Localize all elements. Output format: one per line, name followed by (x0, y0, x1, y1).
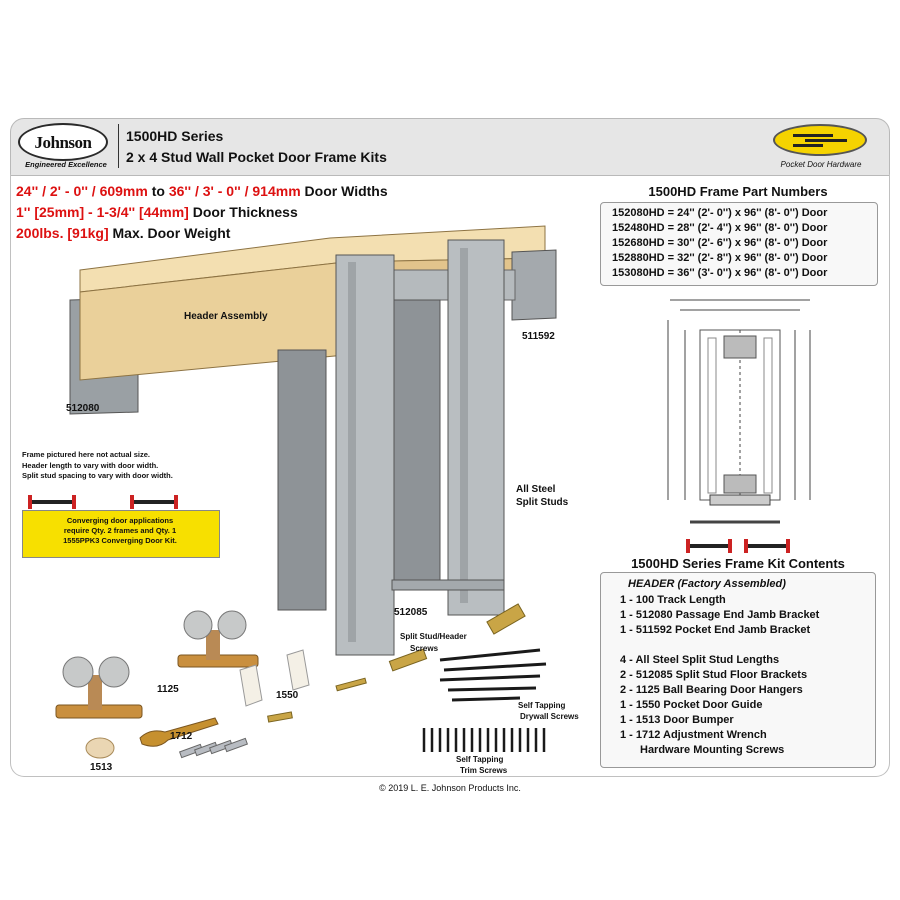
logo-tagline: Engineered Excellence (25, 160, 107, 169)
door-bumper (86, 738, 114, 758)
stud-channel (348, 262, 356, 642)
split-stud-back-left (278, 350, 326, 610)
split-stud-back-right (392, 300, 440, 585)
frame-notes (22, 450, 232, 482)
split-stud-front-right (448, 240, 504, 615)
label-1550: 1550 (276, 690, 299, 701)
label-header-assembly: Header Assembly (184, 311, 268, 322)
note-line: Split stud spacing to vary with door width. (22, 471, 173, 480)
kit-item: 2 - 1125 Ball Bearing Door Hangers (620, 684, 803, 696)
part-number-row: 152080HD = 24'' (2'- 0'') x 96'' (8'- 0'') Door (612, 207, 828, 219)
spec-widths-from: 24'' / 2' - 0'' / 609mm (16, 183, 148, 199)
door-hanger-1125-a (178, 611, 258, 667)
converging-door-icon (28, 495, 178, 509)
spec-widths-to: to (147, 183, 169, 199)
label-stud-screws-2: Screws (410, 644, 439, 653)
note-line: Frame pictured here not actual size. (22, 450, 150, 459)
split-stud-front-left (336, 255, 394, 655)
small-screws (268, 604, 525, 722)
logo-mark-icon (775, 126, 865, 154)
kit-item: 1 - 512080 Passage End Jamb Bracket (620, 609, 820, 621)
label-trim-1: Self Tapping (456, 755, 504, 764)
spec-widths-max: 36'' / 3' - 0'' / 914mm (168, 183, 301, 199)
converging-door-icon (684, 538, 794, 554)
label-1513: 1513 (90, 762, 113, 773)
label-split-studs-1: All Steel (516, 484, 556, 495)
spec-weight-value: 200lbs. [91kg] (16, 225, 109, 241)
converging-line: Converging door applications (66, 516, 174, 525)
door-hanger-1125-b (56, 657, 142, 718)
part-number-row: 153080HD = 36'' (3'- 0'') x 96'' (8'- 0'') Door (612, 267, 828, 279)
kit-item: 1 - 100 Track Length (620, 594, 726, 606)
label-512085: 512085 (394, 607, 428, 618)
logo-wordmark: Johnson (34, 133, 92, 152)
kit-header-line: HEADER (Factory Assembled) (628, 578, 786, 590)
label-1125: 1125 (157, 684, 179, 695)
logo-caption: Pocket Door Hardware (780, 160, 862, 169)
door-guide-1550-b (287, 650, 309, 690)
label-split-studs-2: Split Studs (516, 497, 569, 508)
label-512080: 512080 (66, 403, 100, 414)
label-511592: 511592 (522, 331, 555, 342)
label-trim-2: Trim Screws (460, 766, 508, 775)
stud-channel (460, 248, 468, 603)
kit-item: 1 - 1550 Pocket Door Guide (620, 699, 763, 711)
pocket-end-bracket (512, 250, 556, 320)
door-guide-1550-a (240, 665, 262, 706)
spec-widths-label: Door Widths (300, 183, 388, 199)
spec-thickness-label: Door Thickness (188, 204, 298, 220)
pocket-door-hardware-logo (773, 124, 867, 156)
converging-line: 1555PPK3 Converging Door Kit. (63, 536, 177, 545)
series-subtitle: 2 x 4 Stud Wall Pocket Door Frame Kits (126, 149, 387, 165)
kit-item: 2 - 512085 Split Stud Floor Brackets (620, 669, 808, 681)
kit-item: 1 - 1712 Adjustment Wrench (620, 729, 767, 741)
label-drywall-1: Self Tapping (518, 701, 566, 710)
part-numbers-title: 1500HD Frame Part Numbers (648, 184, 828, 199)
kit-item: 1 - 1513 Door Bumper (620, 714, 734, 726)
label-stud-screws-1: Split Stud/Header (400, 632, 467, 641)
converging-note (24, 516, 216, 546)
header-banner (10, 118, 890, 176)
label-1712: 1712 (170, 731, 193, 742)
floor-bracket (392, 580, 504, 590)
note-line: Header length to vary with door width. (22, 460, 159, 470)
part-number-row: 152680HD = 30'' (2'- 6'') x 96'' (8'- 0'') Door (612, 237, 828, 249)
drywall-screws (440, 650, 546, 700)
spec-weight-label: Max. Door Weight (108, 225, 231, 241)
kit-contents-title: 1500HD Series Frame Kit Contents (631, 556, 845, 571)
converging-line: require Qty. 2 frames and Qty. 1 (63, 526, 177, 535)
kit-item: 4 - All Steel Split Stud Lengths (620, 654, 780, 666)
series-title: 1500HD Series (126, 128, 224, 144)
trim-screws (424, 728, 544, 752)
label-drywall-2: Drywall Screws (520, 712, 579, 721)
spec-thickness-value: 1'' [25mm] - 1-3/4'' [44mm] (16, 204, 189, 220)
part-number-row: 152480HD = 28'' (2'- 4'') x 96'' (8'- 0'') Door (612, 222, 828, 234)
johnson-logo (18, 123, 108, 161)
kit-item: 1 - 511592 Pocket End Jamb Bracket (620, 624, 811, 636)
banner-divider (118, 124, 119, 168)
technical-drawing (640, 290, 840, 536)
part-number-row: 152880HD = 32'' (2'- 8'') x 96'' (8'- 0'') Door (612, 252, 828, 264)
copyright: © 2019 L. E. Johnson Products Inc. (379, 783, 521, 793)
kit-item: Hardware Mounting Screws (640, 744, 785, 756)
